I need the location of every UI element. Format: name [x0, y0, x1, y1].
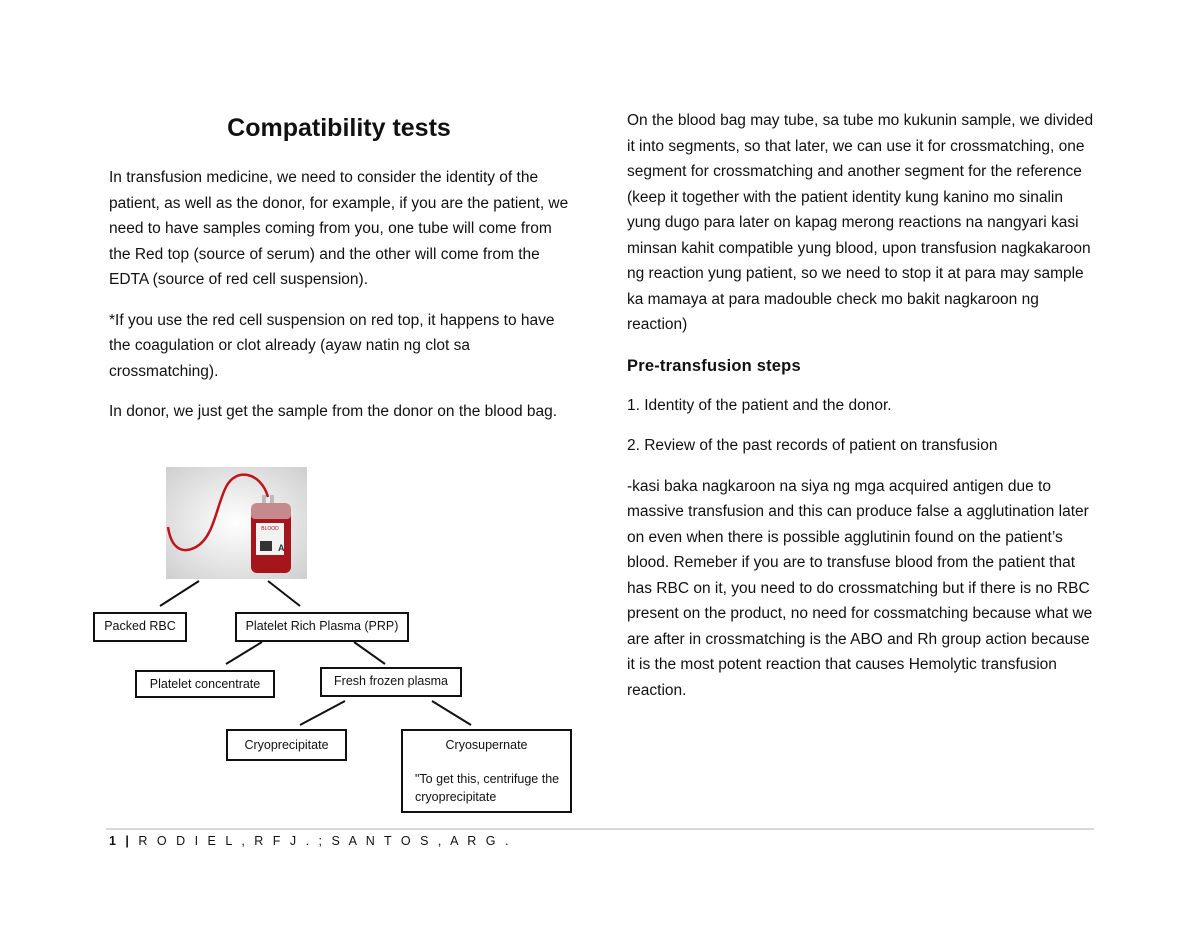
red-top-note: *If you use the red cell suspension on red top, it happens to have the coagulation or clot already (ayaw natin ng clot sa crossmatching). [109, 311, 555, 380]
page-number: 1 [109, 834, 119, 848]
fresh-frozen-plasma-box: Fresh frozen plasma [320, 667, 462, 697]
intro-paragraph: In transfusion medicine, we need to consider the identity of the patient, as well as the donor, for example, if you are the patient, we need to have samples coming from you, one tube will come from the Red top (source of serum) and the other will come from the EDTA (source of red cell suspension). [109, 169, 569, 288]
cryosupernate-box [401, 729, 572, 813]
page-title: Compatibility tests [227, 114, 451, 142]
cryoprecipitate-box: Cryoprecipitate [226, 729, 347, 761]
footer-authors: R O D I E L , R F J . ; S A N T O S , A R G . [138, 834, 512, 848]
blood-bag-image [166, 467, 307, 579]
bag-label: BLOOD [261, 526, 279, 532]
right-column [627, 108, 1097, 718]
footer-divider [106, 828, 1094, 830]
left-column [109, 108, 569, 440]
step-1: 1. Identity of the patient and the donor. [627, 396, 892, 414]
step-2-explanation: -kasi baka nagkaroon na siya ng mga acquired antigen due to massive transfusion and this can produce false a agglutination later on even when there is possible agglutinin found on the patient’s blood. Remeber if you are to transfuse blood from the patient that has RBC on it, you need to do crossmatching but if there is no RBC present on the product, no need for cossmatching because what we are after in crossmatching is the ABO and Rh group action because it is the most potent reaction that causes Hemolytic transfusion reaction. [627, 477, 1093, 699]
page-footer: 1 | R O D I E L , R F J . ; S A N T O S , A R G . [109, 834, 512, 848]
prp-box: Platelet Rich Plasma (PRP) [235, 612, 409, 642]
packed-rbc-box: Packed RBC [93, 612, 187, 642]
cryosupernate-note: "To get this, centrifuge the cryoprecipitate [415, 772, 560, 804]
pre-transfusion-heading: Pre-transfusion steps [627, 356, 801, 375]
donor-paragraph: In donor, we just get the sample from the donor on the blood bag. [109, 403, 558, 420]
bag-blood-type: A [278, 543, 285, 553]
platelet-concentrate-box: Platelet concentrate [135, 670, 275, 698]
step-2: 2. Review of the past records of patient on transfusion [627, 437, 998, 454]
cryosupernate-label: Cryosupernate [445, 738, 528, 752]
blood-bag-tube-paragraph: On the blood bag may tube, sa tube mo kukunin sample, we divided it into segments, so that later, we can use it for crossmatching, one segment for crossmatching and another segment for the reference (keep it together with the patient identity kung kanino mo sinalin yung dugo para later on kapag merong reactions na nangyari kasi minsan kahit compatible yung blood, upon transfusion nagkakaroon ng reaction yung patient, so we need to stop it at para may sample ka mamaya at para madouble check mo bakit nagkaroon ng reaction) [627, 112, 1094, 333]
